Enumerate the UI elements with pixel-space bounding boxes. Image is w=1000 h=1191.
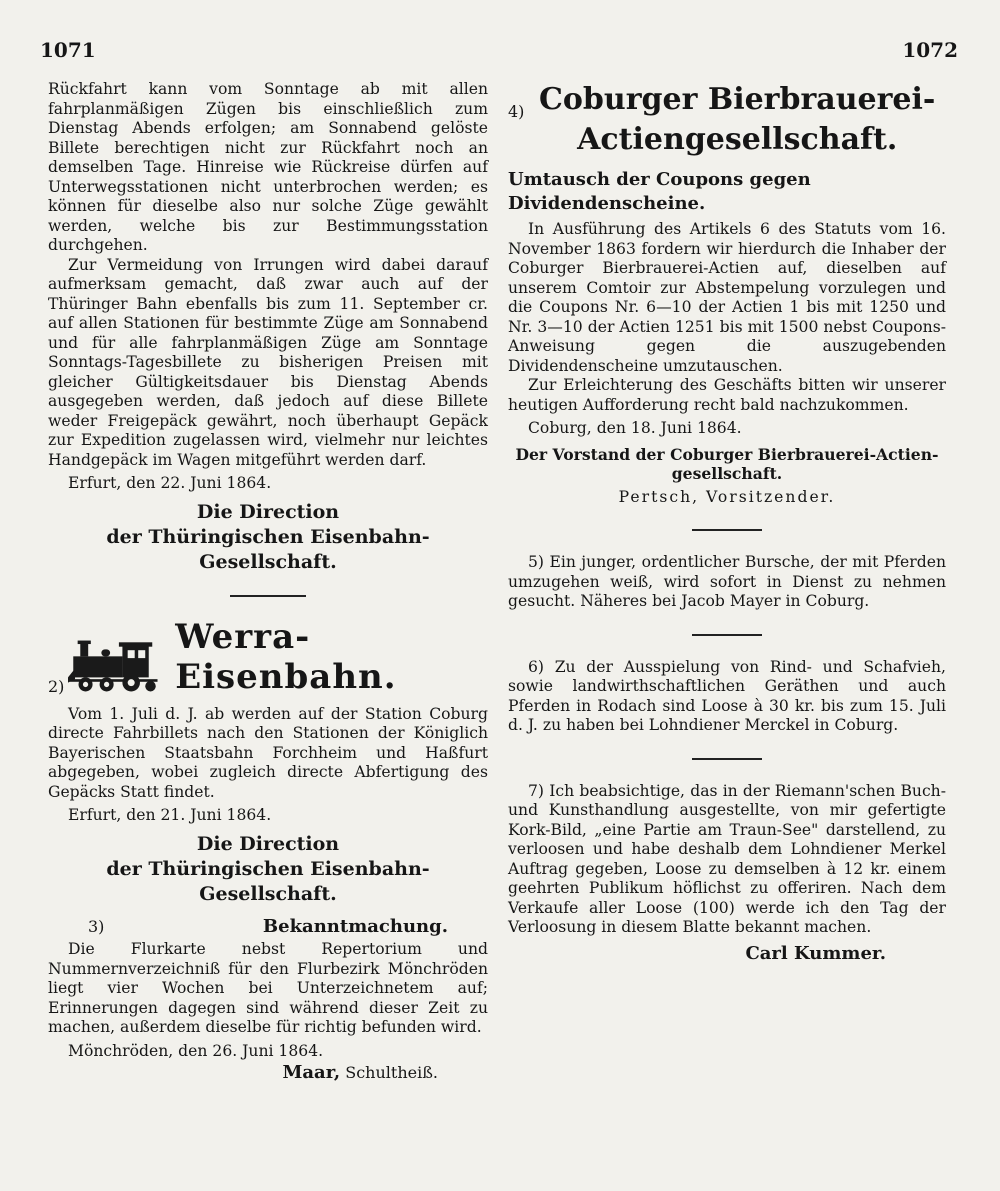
title-line: Coburger Bierbrauerei- xyxy=(539,82,936,117)
signature-line: Gesellschaft. xyxy=(199,550,337,573)
ad-paragraph: 6) Zu der Ausspielung von Rind- und Schafvieh, sowie landwirthschaftlichen Geräthen und auch Pferden in Rodach sind Loose à 30 kr. bis zum 15. Juli d. J. zu haben bei Lohndiener Merckel in Coburg. xyxy=(508,657,946,734)
divider xyxy=(692,529,762,531)
section-title xyxy=(528,80,946,160)
divider xyxy=(230,595,306,597)
signature-block xyxy=(48,832,488,907)
notice-paragraph: Zur Vermeidung von Irrungen wird dabei darauf aufmerksam gemacht, daß zwar auch auf der Thüringer Bahn ebenfalls bis zum 11. September cr. auf allen Stationen für bestimmte Züge am Sonnabend und für alle fahrplanmäßigen Züge am Sonntage Sonntags-Tagesbillete zu bisherigen Preisen mit gleicher Gültigkeitsdauer bis Dienstag Abends ausgegeben werden, daß jedoch auf diese Billete weder Freigepäck gewährt, noch überhaupt Gepäck zur Expedition zugelassen wird, vielmehr nur leichtes Handgepäck im Wagen mitgeführt werden darf. xyxy=(48,255,488,469)
signature-line: Der Vorstand der Coburger Bierbrauerei-Actien- xyxy=(515,444,939,464)
signature-block xyxy=(508,445,946,484)
section-title: Bekanntmachung. xyxy=(262,915,448,937)
title-line: Actiengesellschaft. xyxy=(577,122,898,157)
signature-line: der Thüringischen Eisenbahn- xyxy=(106,525,430,548)
signature-line: Die Direction xyxy=(196,500,340,523)
signature-line: gesellschaft. xyxy=(671,464,783,483)
item-number: 4) xyxy=(508,102,525,121)
notice-continuation-paragraph: Rückfahrt kann vom Sonntage ab mit allen fahrplanmäßigen Zügen bis einschließlich zum Dienstag Abends erfolgen; am Sonnabend gelöste Billete berechtigen nicht zur Rückfahrt noch an demselben Tage. Hinreise wie Rückreise dürfen auf Unterwegsstationen nicht unterbrochen werden; es können für dieselbe also nur solche Züge gewählt werden, welche bis zur Bestimmungsstation durchgehen. xyxy=(48,80,488,254)
divider xyxy=(692,758,762,760)
section-title: Werra-Eisenbahn. xyxy=(175,616,397,697)
page-number-left: 1071 xyxy=(40,38,96,62)
signature-block xyxy=(48,500,488,575)
signature: Carl Kummer. xyxy=(745,942,886,964)
coburger-heading xyxy=(508,80,946,160)
ad-paragraph: 5) Ein junger, ordentlicher Bursche, der mit Pferden umzugehen weiß, wird sofort in Dienst zu nehmen gesucht. Näheres bei Jacob Mayer in Coburg. xyxy=(508,553,946,610)
werra-heading xyxy=(48,617,488,697)
notice-paragraph: Die Flurkarte nebst Repertorium und Nummernverzeichniß für den Flurbezirk Mönchröden liegt vier Wochen bei Unterzeichnetem auf; Erinnerungen dagegen sind während dieser Zeit zu machen, außerdem dieselbe für richtig befunden wird. xyxy=(48,940,488,1036)
bekanntmachung-heading xyxy=(48,917,488,937)
locomotive-icon xyxy=(68,635,163,697)
page-number-right: 1072 xyxy=(902,38,958,62)
notice-paragraph: Zur Erleichterung des Geschäfts bitten wir unserer heutigen Aufforderung recht bald nachzukommen. xyxy=(508,376,946,414)
section-subtitle: Umtausch der Coupons gegen Dividendenscheine. xyxy=(508,169,811,214)
item-number: 2) xyxy=(48,677,65,696)
signer-role: Schultheiß. xyxy=(345,1063,438,1082)
item-number: 3) xyxy=(88,916,105,936)
right-column xyxy=(508,80,946,963)
signature-line: Die Direction xyxy=(196,832,340,855)
notice-paragraph: Vom 1. Juli d. J. ab werden auf der Station Coburg directe Fahrbillets nach den Stationen der Königlich Bayerischen Staatsbahn Forchheim und Haßfurt abgegeben, wobei zugleich directe Abfertigung des Gepäcks Statt findet. xyxy=(48,704,488,801)
signature xyxy=(48,1063,438,1083)
left-column xyxy=(48,80,488,1083)
divider xyxy=(692,634,762,636)
place-date: Mönchröden, den 26. Juni 1864. xyxy=(68,1041,324,1060)
notice-paragraph: In Ausführung des Artikels 6 des Statuts vom 16. November 1863 fordern wir hierdurch die Inhaber der Coburger Bierbrauerei-Actien auf, dieselben auf unserem Comtoir zur Abstempelung vorzulegen und die Coupons Nr. 6—10 der Actien 1 bis mit 1250 und Nr. 3—10 der Actien 1251 bis mit 1500 nebst Coupons-Anweisung gegen die auszugebenden Dividendenscheine umzutauschen. xyxy=(508,220,946,375)
place-date: Erfurt, den 22. Juni 1864. xyxy=(68,474,272,492)
signature-line: der Thüringischen Eisenbahn- xyxy=(106,857,430,880)
place-date: Coburg, den 18. Juni 1864. xyxy=(528,419,742,437)
place-date: Erfurt, den 21. Juni 1864. xyxy=(68,806,272,824)
signer-person: Pertsch, Vorsitzender. xyxy=(618,487,836,506)
signer-name: Maar, xyxy=(282,1062,341,1083)
signature-line: Gesellschaft. xyxy=(199,882,337,905)
ad-paragraph: 7) Ich beabsichtige, das in der Riemann'schen Buch- und Kunsthandlung ausgestellte, von mir gefertigte Kork-Bild, „eine Partie am Traun-See" darstellend, zu verloosen und habe deshalb dem Lohndiener Merkel Auftrag gegeben, Loose zu demselben à 12 kr. einem geehrten Publikum höflichst zu offeriren. Nach dem Verkaufe aller Loose (100) werde ich den Tag der Verloosung in diesem Blatte bekannt machen. xyxy=(508,781,946,936)
